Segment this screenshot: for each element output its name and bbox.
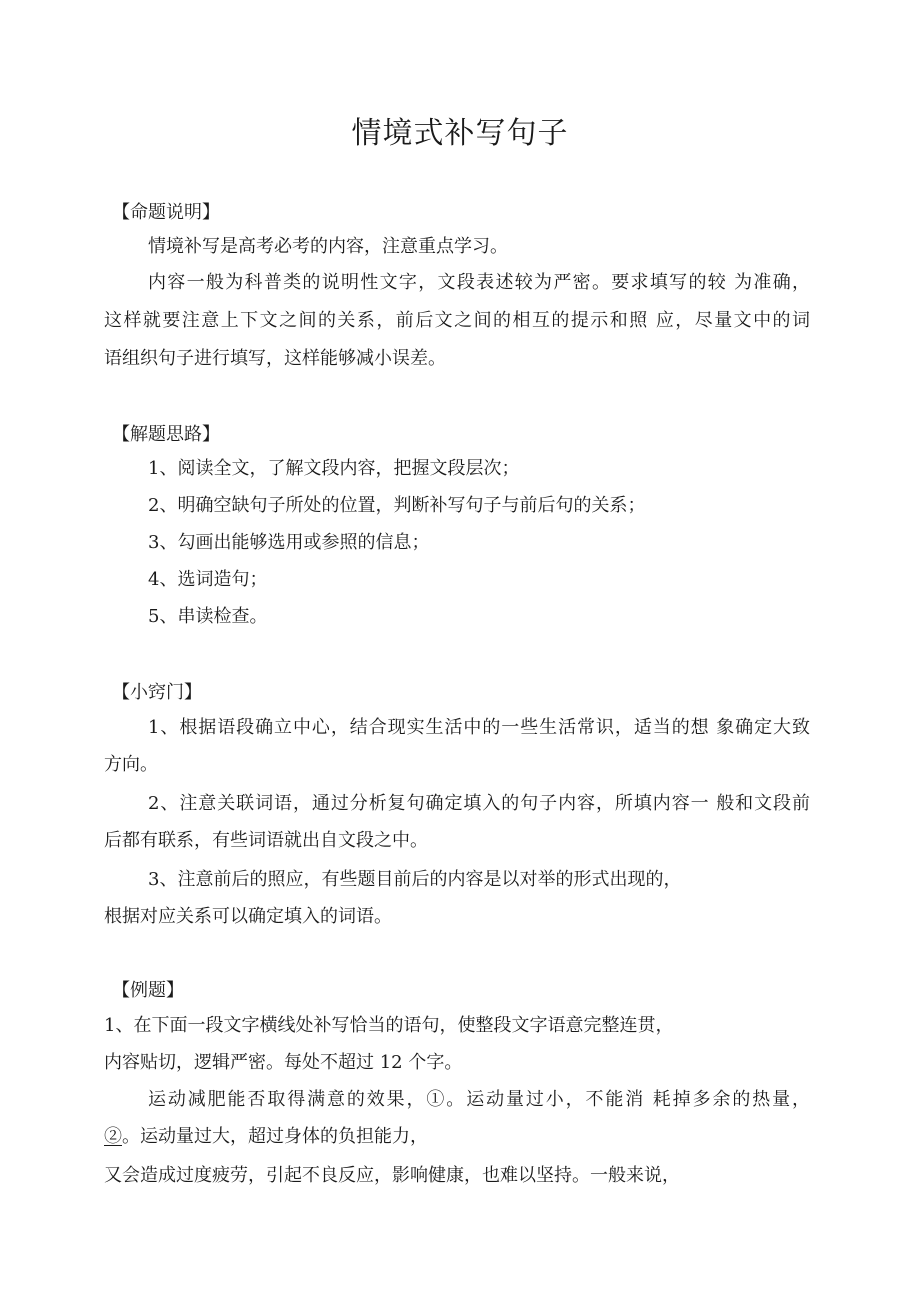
example-paragraph-line-3: 又会造成过度疲劳，引起不良反应，影响健康，也难以坚持。一般来说， <box>104 1165 680 1186</box>
proposition-paragraph-1: 情境补写是高考必考的内容，注意重点学习。 <box>148 236 508 257</box>
section-heading-approach: 【解题思路】 <box>112 424 220 445</box>
tip-2-line-1: 2、注意关联词语，通过分析复句确定填入的句子内容，所填内容一 般和文段前 <box>148 793 810 814</box>
proposition-paragraph-2-line-1: 内容一般为科普类的说明性文字，文段表述较为严密。要求填写的较 为准确， <box>148 272 810 293</box>
proposition-paragraph-2-line-3: 语组织句子进行填写，这样能够减小误差。 <box>104 348 446 369</box>
tip-1-line-1: 1、根据语段确立中心，结合现实生活中的一些生活常识，适当的想 象确定大致 <box>148 717 810 738</box>
section-heading-proposition: 【命题说明】 <box>112 202 220 223</box>
example-question-line-1: 1、在下面一段文字横线处补写恰当的语句，使整段文字语意完整连贯， <box>104 1015 674 1036</box>
approach-step-1: 1、阅读全文，了解文段内容，把握文段层次； <box>148 458 520 479</box>
blank-2-marker: ② <box>104 1126 122 1147</box>
approach-step-5: 5、串读检查。 <box>148 606 268 627</box>
example-question-line-2: 内容贴切，逻辑严密。每处不超过 12 个字。 <box>104 1052 463 1073</box>
section-heading-tips: 【小窍门】 <box>112 682 202 703</box>
example-paragraph-line-1: 运动减肥能否取得满意的效果，①。运动量过小，不能消 耗掉多余的热量， <box>148 1089 810 1110</box>
tip-3-line-1: 3、注意前后的照应，有些题目前后的内容是以对举的形式出现的， <box>148 869 682 890</box>
section-heading-example: 【例题】 <box>112 980 184 1001</box>
tip-3-line-2: 根据对应关系可以确定填入的词语。 <box>104 906 392 927</box>
example-paragraph-line-2 <box>104 1124 428 1150</box>
approach-step-4: 4、选词造句； <box>148 569 268 590</box>
approach-step-3: 3、勾画出能够选用或参照的信息； <box>148 532 430 553</box>
tip-2-line-2: 后都有联系，有些词语就出自文段之中。 <box>104 830 428 851</box>
approach-step-2: 2、明确空缺句子所处的位置，判断补写句子与前后句的关系； <box>148 495 646 516</box>
example-paragraph-line-2-text: 。运动量过大，超过身体的负担能力， <box>122 1126 428 1147</box>
page-title: 情境式补写句子 <box>351 116 569 151</box>
tip-1-line-2: 方向。 <box>104 754 158 775</box>
proposition-paragraph-2-line-2: 这样就要注意上下文之间的关系，前后文之间的相互的提示和照 应，尽量文中的词 <box>104 310 810 331</box>
